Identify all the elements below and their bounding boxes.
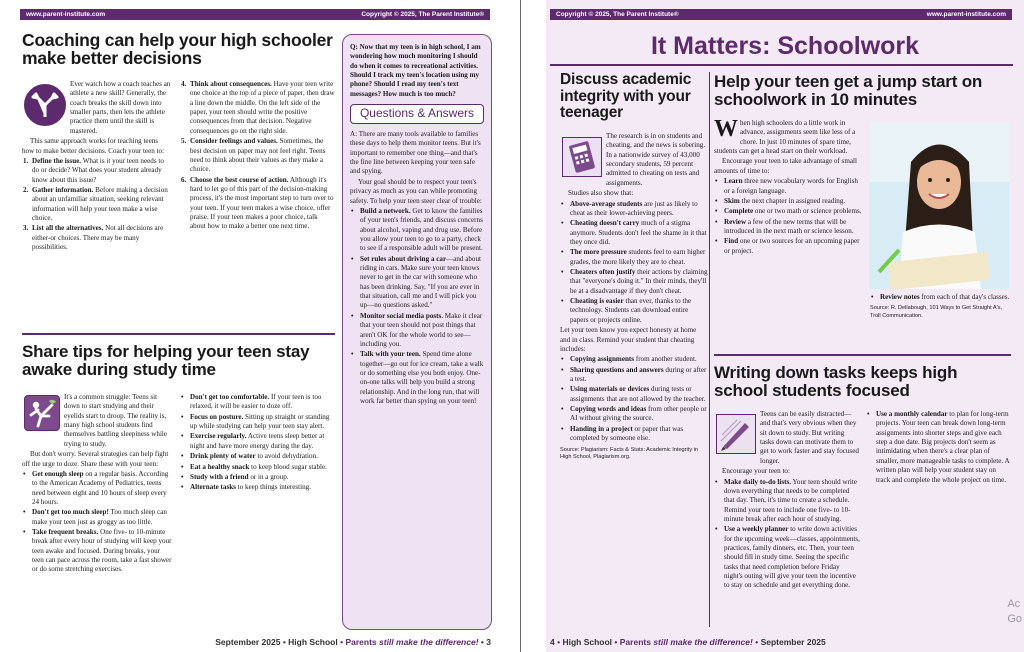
- list-item-lead: Find: [724, 237, 739, 246]
- list-item-text: Have your teen write one choice at the top of a piece of paper, then draw a line down the middle. On the left side of the paper, your teen should write the positive consequences from that decision. Negative consequences go on the right side.: [190, 80, 335, 135]
- list-item-lead: Sharing questions and answers: [570, 365, 664, 374]
- bullet-marker: •: [715, 177, 718, 186]
- bullet-marker: •: [561, 297, 564, 306]
- os-watermark: Ac Go: [1007, 598, 1022, 625]
- jumpstart-tip: [714, 207, 864, 216]
- integrity-fact: [560, 219, 708, 247]
- list-item-lead: Alternate tasks: [190, 483, 236, 492]
- student-photo: [869, 122, 1009, 289]
- list-item-lead: Don't get too comfortable.: [190, 393, 270, 401]
- list-item-lead: Monitor social media posts.: [360, 311, 444, 320]
- bullet-marker: •: [181, 452, 184, 461]
- list-item-lead: Copying assignments: [570, 355, 635, 364]
- bullet-marker: •: [181, 472, 184, 481]
- list-item-lead: Use a weekly planner: [724, 525, 789, 534]
- coaching-step: [180, 176, 335, 232]
- list-item-text: Get to know the families of your teen's friends, and discuss concerns about alcohol, vaping and drug use. Before you allow your teen to go to a party, check to see if a responsible adult will be present.: [360, 206, 483, 253]
- list-item-text: during tests or assignments that are not allowed by the teacher.: [570, 385, 706, 403]
- bullet-marker: •: [351, 254, 354, 263]
- jumpstart-tip: [714, 218, 864, 237]
- list-item-lead: Eat a healthy snack: [190, 462, 250, 471]
- integrity-intro: The research is in on students and cheating, and the news is sobering. In a nationwide survey of 43,000 secondary students, 59 percent admitted to cheating on tests and assignments.: [606, 132, 706, 187]
- right-footer-brand: Parents still make the difference!: [619, 636, 753, 647]
- coaching-step: [22, 157, 172, 185]
- coaching-step: [22, 224, 172, 252]
- awake-tip: [180, 483, 335, 492]
- qa-answer2: Your goal should be to respect your teen's privacy as much as you can while promoting safety. To help your teen steer clear of trouble:: [350, 177, 482, 205]
- qa-tip: [350, 207, 484, 254]
- coaching-intro: Ever watch how a coach teaches an athlete a new skill? Generally, the coach breaks the skill down into smaller parts, then lets the athlete practice them until the skill is mastered.: [70, 80, 171, 135]
- list-item-lead: Cheating doesn't carry: [570, 219, 640, 228]
- jumpstart-column: [714, 116, 864, 257]
- integrity-include: [560, 355, 708, 364]
- list-number: 4.: [181, 80, 187, 88]
- bullet-marker: •: [867, 410, 870, 418]
- tasks-intro2: Encourage your teen to:: [722, 467, 790, 476]
- bullet-marker: •: [351, 206, 354, 215]
- list-item-text: much of a stigma anymore. Students don't feel the shame in it that they once did.: [570, 219, 707, 246]
- list-item-text: to keep things interesting.: [235, 483, 311, 492]
- tasks-column-2: [866, 410, 1011, 486]
- right-page: [546, 0, 1024, 652]
- list-item-lead: Cheating is easier: [570, 297, 624, 306]
- bullet-marker: •: [23, 508, 26, 517]
- left-page: [0, 0, 505, 652]
- integrity-fact: [560, 268, 708, 296]
- list-number: 3.: [23, 224, 29, 233]
- left-header-url[interactable]: www.parent-institute.com: [26, 11, 106, 18]
- bullet-marker: •: [715, 525, 718, 534]
- list-item-lead: Gather information.: [32, 185, 94, 194]
- list-item-text: from another student.: [634, 355, 697, 364]
- tasks-tip: [714, 525, 860, 591]
- coaching-step: [22, 186, 172, 223]
- list-item-text: Sometimes, the best decision on paper may not feel right. Teens need to think about their values as they make a choice.: [190, 137, 326, 174]
- bullet-marker: •: [351, 311, 354, 320]
- list-number: 5.: [181, 137, 187, 146]
- list-item-text: Sitting up straight or standing up while studying can help your teen stay alert.: [190, 412, 330, 431]
- list-item-lead: The more pressure: [570, 248, 627, 257]
- bullet-marker: •: [181, 432, 184, 441]
- list-item-text: or paper that was completed by someone else.: [570, 424, 684, 443]
- bullet-marker: •: [715, 237, 718, 246]
- list-item-lead: List all the alternatives.: [32, 224, 104, 233]
- list-item-lead: Drink plenty of water: [190, 452, 256, 461]
- coaching-column-1: [22, 80, 172, 253]
- list-item-lead: Review: [724, 217, 747, 226]
- list-item-text: Make it clear that your teen should not post things that aren't OK for the whole world to see—including you.: [360, 311, 483, 348]
- bullet-marker: •: [561, 248, 564, 257]
- integrity-fact: [560, 200, 708, 219]
- bullet-marker: •: [561, 219, 564, 228]
- list-item-text: one or two math or science problems.: [753, 207, 862, 216]
- list-item-text: one or two sources for an upcoming paper or project.: [724, 237, 860, 255]
- list-item-text: a few of the new terms that will be introduced in the next math or science lesson.: [724, 217, 854, 235]
- list-item-text: their actions by claiming that "everyone's doing it." In their minds, they'll be at a disadvantage if they don't cheat.: [570, 268, 708, 295]
- list-item-text: What is it your teen needs to do or decide? What does your student already know about this issue?: [32, 156, 164, 184]
- integrity-middle: Let your teen know you expect honesty at home and in class. Remind your student that cheating includes:: [560, 326, 697, 353]
- list-item-text: than ever, thanks to the technology. Students can download entire papers or projects online.: [570, 297, 692, 324]
- coaching-intro2: This same approach works for teaching teens how to make better decisions. Coach your teen to:: [22, 137, 165, 155]
- integrity-column: [560, 132, 708, 461]
- bullet-marker: •: [181, 412, 184, 421]
- awake-tip: [180, 413, 335, 432]
- bullet-marker: •: [561, 365, 564, 374]
- list-item-lead: Get enough sleep: [32, 469, 84, 478]
- bullet-marker: •: [561, 424, 564, 433]
- tasks-intro: Teens can be easily distracted—and that's very obvious when they sit down to study. But writing tasks down can motivate them to get to work faster and stay focused longer.: [760, 410, 859, 465]
- list-item-lead: Handing in a project: [570, 424, 633, 433]
- awake-tip: [22, 470, 172, 507]
- section-divider: [22, 333, 335, 335]
- qa-section-title: Questions & Answers: [350, 104, 484, 124]
- integrity-title: Discuss academic integrity with your teenager: [560, 71, 692, 122]
- list-item-lead: Above-average students: [570, 199, 643, 208]
- coaching-title: Coaching can help your high schooler make better decisions: [22, 30, 333, 69]
- bullet-marker: •: [351, 350, 354, 359]
- bullet-marker: •: [23, 528, 26, 537]
- list-item-lead: Exercise regularly.: [190, 432, 247, 441]
- list-item-lead: Study with a friend: [190, 472, 249, 481]
- list-item-lead: Complete: [724, 207, 754, 216]
- list-item-lead: Skim: [724, 196, 740, 205]
- list-item-lead: Choose the best course of action.: [190, 175, 289, 184]
- qa-tip: [350, 312, 484, 349]
- jumpstart-review-tip: • Review notes from each of that day's classes.: [871, 293, 1010, 301]
- tasks-divider: [714, 354, 1011, 356]
- awake-tip: [22, 508, 172, 527]
- left-footer-level: High School: [288, 636, 338, 647]
- jumpstart-intro: When high schoolers do a little work in advance, assignments seem like less of a chore. In just 10 minutes of spare time, students can get a head start on their workload.: [714, 116, 856, 156]
- bullet-marker: •: [561, 199, 564, 208]
- jumpstart-intro2: Encourage your teen to take advantage of small amounts of time to:: [714, 157, 857, 175]
- bullet-marker: •: [715, 196, 718, 205]
- bullet-marker: •: [181, 483, 184, 492]
- right-header-url[interactable]: www.parent-institute.com: [926, 11, 1006, 18]
- tasks-tip: [866, 410, 1011, 485]
- integrity-include: [560, 425, 708, 444]
- right-footer-page-number: 4: [550, 636, 555, 647]
- list-item-lead: Consider feelings and values.: [190, 137, 278, 146]
- list-number: 2.: [23, 185, 29, 194]
- list-item-lead: Don't get too much sleep!: [32, 508, 109, 517]
- list-item-lead: Build a network.: [360, 206, 411, 215]
- list-item-text: Too much sleep can make your teen just as groggy as too little.: [32, 508, 167, 526]
- page-separator-line: [520, 0, 521, 652]
- list-number: 6.: [181, 175, 187, 184]
- list-item-lead: Make daily to-do lists.: [724, 477, 791, 486]
- bullet-marker: •: [23, 469, 26, 478]
- bullet-marker: •: [561, 268, 564, 277]
- integrity-include: [560, 405, 708, 424]
- list-item-lead: Take frequent breaks.: [32, 528, 99, 537]
- list-item-text: to avoid dehydration.: [255, 452, 318, 461]
- jumpstart-review-column: [870, 293, 1010, 320]
- bullet-marker: •: [181, 393, 184, 401]
- jumpstart-tip: [714, 177, 864, 196]
- left-header-copyright: Copyright © 2025, The Parent Institute®: [361, 11, 484, 18]
- awake-tip: [180, 473, 335, 482]
- list-item-text: to keep blood sugar stable.: [249, 462, 327, 471]
- list-item-text: during or after a test.: [570, 365, 707, 383]
- list-item-lead: Copying words and ideas: [570, 405, 647, 414]
- bullet-marker: •: [715, 207, 718, 216]
- bullet-marker: •: [561, 405, 564, 414]
- list-item-text: from other people or AI without giving the source.: [570, 405, 707, 423]
- left-footer-brand: Parents still make the difference!: [345, 636, 479, 647]
- list-item-lead: Cheaters often justify: [570, 268, 636, 277]
- list-item-text: If your teen is too relaxed, it will be easier to doze off.: [190, 393, 322, 411]
- awake-column-1: [22, 393, 172, 576]
- qa-tip: [350, 255, 484, 311]
- integrity-intro2: Studies also show that:: [568, 189, 634, 198]
- list-item-lead: Talk with your teen.: [360, 350, 421, 359]
- coaching-step: [180, 80, 335, 136]
- list-item-text: to plan for long-term projects. Your teen can break down long-term assignments into shorter steps and give each step a due date. Big projects don't seem as intimidating when there's a clear plan of smaller, more manageable tasks to complete. A written plan will help your student stay on track and complete the whole project on time.: [876, 410, 1010, 484]
- jumpstart-tip: [714, 197, 864, 206]
- list-item-text: to write down activities for the upcoming week—classes, appointments, practices, family dinners, etc. Then, your teen should fill in study time. Seeing the specific tasks that need completion before Friday night's outing will give your teen the incentive to stay on schedule and get everything done.: [724, 525, 860, 590]
- list-item-text: on a regular basis. According to the American Academy of Pediatrics, teens need between eight and 10 hours of sleep every 24 hours.: [32, 469, 169, 506]
- column-divider: [709, 72, 710, 627]
- banner-rule: [550, 64, 1013, 66]
- page-gap: [505, 0, 546, 652]
- qa-answer: A: There are many tools available to families these days to help them monitor teens. But it's important to remember one thing—and that's the fine line between keeping your teen safe and spying.: [350, 129, 481, 176]
- list-number: 1.: [23, 156, 29, 165]
- list-item-lead: Using materials or devices: [570, 385, 650, 394]
- jumpstart-title: Help your teen get a jump start on schoolwork in 10 minutes: [714, 72, 983, 110]
- left-footer-page-number: 3: [486, 636, 491, 647]
- right-header-bar: [550, 9, 1012, 20]
- list-item-text: are just as likely to cheat as their lower-achieving peers.: [570, 199, 698, 217]
- list-item-text: Before making a decision about an unfamiliar situation, seeking relevant information will help your teen make a wise choice.: [32, 185, 168, 223]
- bullet-marker: •: [561, 355, 564, 364]
- list-item-lead: Think about consequences.: [190, 80, 272, 88]
- bullet-marker: •: [561, 385, 564, 394]
- awake-tip: [22, 528, 172, 575]
- bullet-marker: •: [715, 477, 718, 486]
- awake-tip: [180, 463, 335, 472]
- integrity-source: Source: Plagiarism: Facts & Stats: Academic Integrity in High School, Plagiarism.org.: [560, 446, 699, 460]
- right-footer-date: September 2025: [760, 636, 826, 647]
- bullet-marker: •: [181, 462, 184, 471]
- left-footer: September 2025 • High School • Parents still make the difference! • 3: [215, 636, 491, 647]
- list-item-text: or in a group.: [248, 472, 289, 481]
- list-item-lead: Set rules about driving a car: [360, 254, 447, 263]
- list-item-lead: Learn: [724, 177, 743, 186]
- left-footer-date: September 2025: [215, 636, 281, 647]
- tasks-tip: [714, 478, 860, 525]
- coaching-step: [180, 137, 335, 174]
- right-footer: 4 • High School • Parents still make the difference! • September 2025: [550, 636, 826, 647]
- coaching-column-2: [180, 80, 335, 233]
- jumpstart-tip: [714, 237, 864, 256]
- list-item-text: Active teens sleep better at night and have more energy during the day.: [190, 432, 325, 450]
- qa-box: [342, 34, 492, 630]
- tasks-column-1: [714, 410, 860, 592]
- integrity-fact: [560, 297, 708, 325]
- awake-tip: [180, 452, 335, 461]
- qa-question: Q: Now that my teen is in high school, I am wondering how much monitoring I should do when it comes to recreational activities. Should I track my teen's location using my phone? Should I read my teen's text messages? How much is too much?: [350, 43, 481, 98]
- list-item-text: Your teen should write down everything that needs to be completed that day. Then, it's time to create a schedule. Remind your teen to include one five- to 10-minute break after each hour of studying.: [724, 477, 858, 523]
- awake-tip: [180, 393, 335, 412]
- right-footer-level: High School: [562, 636, 613, 647]
- awake-title: Share tips for helping your teen stay awake during study time: [22, 342, 310, 380]
- awake-column-2: [180, 393, 335, 494]
- list-item-lead: Define the issue.: [32, 156, 82, 165]
- list-item-text: the next chapter in assigned reading.: [739, 196, 846, 205]
- tasks-title: Writing down tasks keeps high school students focused: [714, 363, 958, 401]
- list-item-text: three new vocabulary words for English or a foreign language.: [724, 177, 858, 195]
- integrity-include: [560, 385, 708, 404]
- list-item-text: Although it's hard to let go of this part of the decision-making process, it's the most important step to turn over to your teen. If your teen makes a wise choice, offer praise. If your teen makes a poor choice, talk about how to make a better one next time.: [190, 175, 334, 231]
- integrity-include: [560, 366, 708, 385]
- list-item-text: Spend time alone together—go out for ice cream, take a walk or do something else you both enjoy. One-on-one talks will help you build a strong relationship. And in the long run, that will work far better than spying on your teen!: [360, 350, 484, 406]
- right-header-copyright: Copyright © 2025, The Parent Institute®: [556, 11, 679, 18]
- list-item-lead: Focus on posture.: [190, 412, 244, 421]
- awake-tip: [180, 432, 335, 451]
- left-header-bar: [20, 9, 490, 20]
- list-item-text: —and about riding in cars. Make sure your teen knows never to get in the car with someone who has been drinking. Say, "If you are ever in that situation, call me and I will pick you up—no questions asked.": [360, 254, 481, 310]
- awake-intro2: But don't worry. Several strategies can help fight off the urge to doze. Share these with your teen:: [22, 450, 169, 468]
- integrity-fact: [560, 248, 708, 267]
- banner-title: It Matters: Schoolwork: [650, 32, 920, 60]
- list-item-lead: Use a monthly calendar: [876, 410, 948, 418]
- list-item-text: One five- to 10-minute break after every hour of studying will keep your teen awake and focused. During breaks, your teen can pace across the room, take a fast shower or do some stretching exercises.: [32, 528, 172, 574]
- jumpstart-source: Source: R. Dellabough, 101 Ways to Get Straight A's, Troll Communication.: [870, 305, 1003, 319]
- list-item-text: students feel to earn higher grades, the more likely they are to cheat.: [570, 248, 706, 266]
- qa-tip: [350, 350, 484, 406]
- bullet-marker: •: [715, 217, 718, 226]
- awake-intro: It's a common struggle: Teens sit down to start studying and their eyelids start to droop. The reality is, many high school students find themselves battling sleepiness while trying to study.: [64, 393, 168, 448]
- dropcap-letter: W: [714, 116, 738, 142]
- list-item-text: Not all decisions are either-or choices. There may be many possibilities.: [32, 224, 164, 252]
